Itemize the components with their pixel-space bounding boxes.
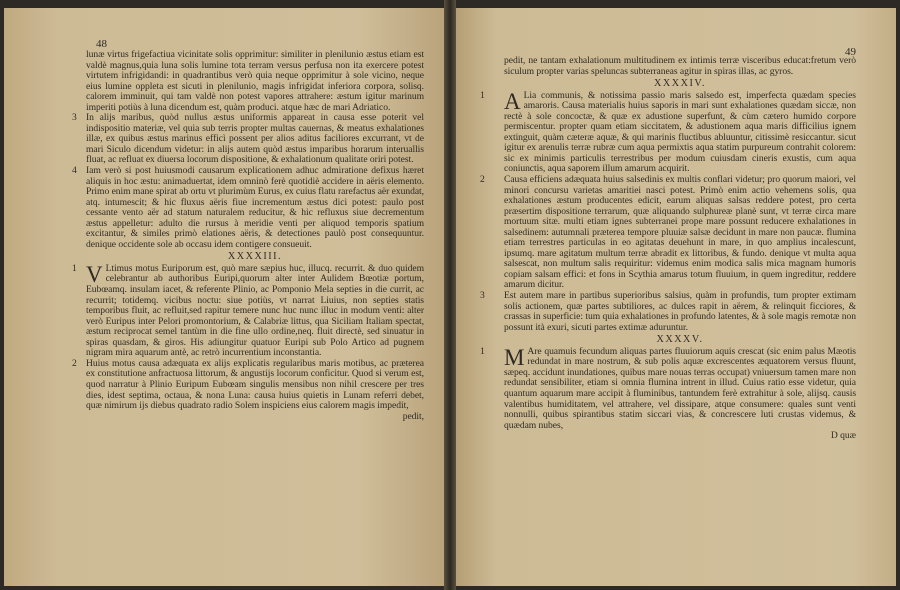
- page-footer: [504, 431, 856, 442]
- paragraph-number: 1: [480, 89, 485, 101]
- paragraph-number: 2: [72, 357, 77, 369]
- paragraph: In alijs maribus, quòd nullus æstus uniformis appareat in causa esse poterit vel indispositio materiæ, vel quia sub terris propter multas cauernas, & meatus exhalationes illæ, ex quibus æstus marinus efficì possent per alios aditus faciliores excurrant, vt de mari Siculo dicendum videtur: in alijs autem quòd æstus imparibus horarum interuallis fluat, ac refluat ex diuersa locorum dispositione, & exhalationum qualitate oriri potest.: [86, 112, 424, 166]
- paragraph: Ltimus motus Euriporum est, quò mare sæpius huc, illucq. recurrit. & duo quidem celebrantur ab authoribus Euripi,quorum alter inter Aulidem Bœotiæ portum, Eubœamq. insulam iacet, & referente Plinio, ac Pomponio Mela septies in die currit, ac recurrit; totidemq. vicibus noctu: siue potiùs, vt narrat Liuius, non septies statis temporibus fluit, ac refluit,sed rapitur temere nunc huc nunc illuc in modum venti: alter verò Euripus inter Pelori promontorium, & Calabriæ littus, qua Siciliam Italiam spectat, æstum reciprocat semel tantùm in die fine ullo ordine,neq. fluit directè, sed sinuatur in spiras quasdam, & giros. His adiungitur quatuor Euripi sub Polo Artico ad pugnem nigram mira aquarum antè, ac retrò incurrentium inconstantia.: [86, 262, 424, 359]
- catchword: pedit,: [402, 410, 424, 422]
- paragraph-1: [72, 261, 424, 359]
- paragraph-number: 1: [72, 262, 77, 274]
- paragraph-2: [480, 174, 856, 291]
- chapter-heading: XXXXIII.: [227, 251, 283, 263]
- drop-cap: V: [86, 261, 103, 287]
- right-page: [452, 8, 896, 586]
- page-number: 49: [845, 46, 856, 58]
- paragraph-number: 3: [72, 112, 77, 124]
- paragraph: Lia communis, & notissima passio maris salsedo est, imperfecta quædam species amaroris. Causa materialis huius saporis in mari sunt exhalationes quædam siccæ, non rectè à sole concoctæ, & quæ ex adustione superfunt, & cùm cætero humido corpore permiscentur. propter quam etiam siccitatem, & adustionem aqua maris difficilius ignem extinguit, quàm cæteræ aquæ, & qui marinis fluctibus abluuntur, citissimè resiccantur. sicut igitur ex arenulis terræ rubræ cum aqua permixtis aqua statim purpureum contrahit colorem: sic ex minimis particulis terrestribus per modum cuiusdam cineris exustis, cum aqua coniunctis, aqua saporem illum amarum acquirit.: [504, 89, 856, 175]
- paragraph-number: 2: [480, 174, 485, 186]
- catchword: quæ: [840, 430, 856, 442]
- left-page: [4, 8, 448, 586]
- signature-mark: D: [830, 430, 838, 442]
- paragraph-1: [480, 88, 856, 175]
- paragraph-number: 3: [480, 290, 485, 302]
- chapter-heading: XXXXIV.: [654, 78, 706, 90]
- paragraph: Est autem mare in partibus superioribus salsius, quàm in profundis, tum propter extimam solis actionem, quæ partes subtiliores, ac dulces rapit in aërem, & relinquit ficciores, & crassas in superficie: tum quia exhalationes in profundo latentes, & à sole magis remotæ non possunt ità exuri, sicuti partes extimæ aduruntur.: [504, 290, 856, 333]
- left-page-text: [72, 49, 424, 422]
- paragraph: Iam verò si post huiusmodi causarum explicationem adhuc admiratione defixus hæret aliquis in hoc æstu: animaduertat, idem omninò ferè quotidiè accidere in aëris elemento. Primo enim mane spirat ab ortu vt plurimùm Eurus, ex cuius flatu rarefactus aër exundat, atq. intumescit; & hic fluxus aëris fiue incrementum æstus dici potest: paulo post cessante vento aër ad statum naturalem reducitur, & hic refluxus siue decrementum æstus appelletur: adulto die rursus à meridie venti per aliquod temporis spatium excitantur, & similes primò elationes aëris, & detectiones paulò post consequuntur. denique occidente sole ab occasu idem contigere consueuit.: [86, 165, 424, 250]
- book-gutter: [444, 0, 456, 590]
- paragraph: Causa efficiens adæquata huius salsedinis ex multis conflari videtur; pro quorum maiori, vel minori concursu varietas amaritiei nasci potest. Primò enim actio vehemens solis, qua exhalationes æstum producentes edicit, earum aliquas salsas reddere potest, pro certa præsertim dispositione terrarum, quæ aliquando sulphureæ planè sunt, vt terræ circa mare mortuum sitæ. multi etiam ignes subterranei prope mare possunt reducere exhalationes in salsedinem: autumnali præterea tempore pluuiæ salsæ decidunt in mare non paucæ. flumina etiam terrestres particulas in eo agitatas deuehunt in mare, in quo amplius incalescunt, ipsumq. mare agitatum multum terræ abradit ex littoribus, & fundo. denique vt multa aqua salsescat, non multum salis requiritur: videmus enim modica salis mica magnam humoris copiam salsam effici: et fons in Scythia amarus totum fluuium, in quem ingreditur, reddere amarum dicitur.: [504, 174, 856, 291]
- paragraph-3: [72, 112, 424, 166]
- paragraph-3: [480, 290, 856, 333]
- right-page-text: [480, 55, 856, 442]
- drop-cap: A: [504, 88, 521, 114]
- drop-cap: M: [504, 344, 525, 370]
- paragraph-1b: [480, 344, 856, 431]
- paragraph: pedit, ne tantam exhalationum multitudinem ex intimis terræ visceribus educat:fretum verò siculum propter varias speluncas subterraneas agitur in spiras illas, ac gyros.: [504, 55, 856, 77]
- paragraph-2: [72, 357, 424, 412]
- paragraph-number: 1: [480, 345, 485, 357]
- paragraph-4: [72, 165, 424, 250]
- paragraph: Huius motus causa adæquata ex alijs explicatis regularibus maris motibus, ac præterea ex constitutione anfractuosa littorum, & angustijs locorum conficitur. Quod si verum est, quod narratur à Plinio Euripum Eubœam singulis mensibus non nihil crescere per tres dies, idest septima, octaua, & nona Luna: causa huius quietis in Lunam referri debet, quæ nimirum ijs diebus quadrato radio Solem inspiciens eius calorem magis impedit,: [86, 357, 424, 412]
- paragraph: Are quamuis fecundum aliquas partes fluuiorum aquis crescat (sic enim palus Mæotis redundat in mare nostrum, & sub polis aquæ excrescentes æquatorem versus fluunt, sæpeq. accidunt inundationes, quibus mare nouas terras occupat) vniuersum tamen mare non redundat sensibiliter, etiam si omnia flumina intrent in illud. Cuius ratio esse videtur, quia quantum aquarum mare accipit à fluminibus, tantundem ferè extrahitur à sole, alijsq. causis valentibus humiditatem, vel attrahere, vel dissipare, atque consumere: quales sunt venti nonnulli, quibus spirantibus statim siccari vias, & concrescere luti crustas videmus, & quædam nubes,: [504, 345, 856, 431]
- chapter-heading: XXXXV.: [656, 334, 704, 346]
- paragraph: lunæ virtus frigefactiua vicinitate solis opprimitur: similiter in plenilunio æstus etiam est valdè magnus,quia luna solis lumine tota terram versus perfusa non ita exercere potest virtutem infrigidandi: in quadrantibus verò quia neque opprimitur à sole vicino, neque eius lumine oppleta est sicuti in plenilunio, magis infrigidat inferiora corpora, solisq. calorem imminuit, qui tam valdè non potest vapores attrahere: æstum igitur marinum imperiti potiùs à luna dicendum est, quàm produci. atque hæc de mari Adriatico.: [86, 49, 424, 113]
- paragraph-number: 4: [72, 165, 77, 177]
- page-number: 48: [96, 38, 107, 50]
